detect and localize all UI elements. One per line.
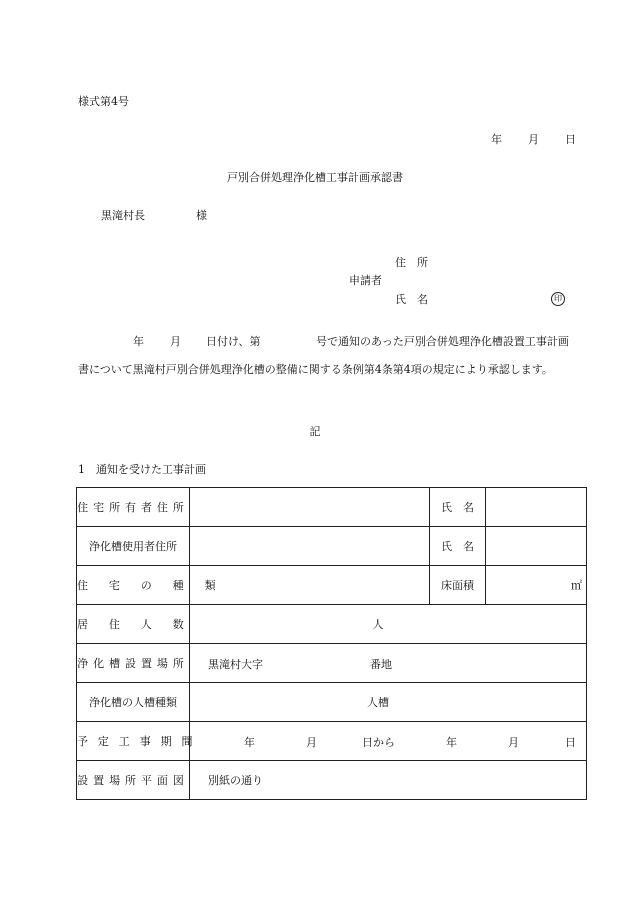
date-year: 年: [491, 133, 502, 146]
addressee-honorific: 様: [196, 209, 207, 222]
table-row: [77, 722, 587, 761]
user-name-label: 氏 名: [430, 527, 486, 566]
addressee-name: 黒滝村長: [101, 209, 145, 222]
applicant-name-label: 氏 名: [395, 293, 428, 306]
village-text: 黒滝村大字: [208, 658, 263, 671]
house-type-label: 住宅の種類: [77, 566, 190, 605]
plan-table: [76, 487, 587, 800]
table-row: [77, 566, 587, 605]
user-address-label: 浄化槽使用者住所: [77, 527, 190, 566]
residents-unit: 人: [190, 605, 587, 644]
floor-area-label: 床面積: [430, 566, 486, 605]
body-month: 月: [170, 335, 181, 348]
owner-address-value: [190, 488, 430, 527]
date-month: 月: [528, 133, 539, 146]
install-location-value: [190, 644, 587, 683]
applicant-address-label: 住 所: [395, 256, 428, 269]
body-paragraph-2: 書について黒滝村戸別合併処理浄化槽の整備に関する条例第4条第4項の規定により承認します。: [78, 363, 553, 376]
table-row: [77, 683, 587, 722]
owner-address-label: 住宅所有者住所: [77, 488, 190, 527]
user-name-value: [486, 527, 587, 566]
floor-plan-value: 別紙の通り: [190, 761, 587, 800]
section-heading: 1 通知を受けた工事計画: [78, 463, 206, 476]
period-start-year: 年: [244, 736, 255, 749]
floor-area-unit: ㎡: [486, 566, 587, 605]
period-end-month: 月: [508, 736, 519, 749]
applicant-label: 申請者: [349, 274, 382, 287]
period-value: [190, 722, 587, 761]
period-start-month: 月: [306, 736, 317, 749]
body-day: 日付け、第: [206, 335, 261, 348]
table-row: [77, 761, 587, 800]
table-row: [77, 605, 587, 644]
table-row: [77, 527, 587, 566]
period-end-day: 日: [565, 736, 576, 749]
period-start-day: 日から: [362, 736, 395, 749]
capacity-unit: 人槽: [190, 683, 587, 722]
table-row: [77, 644, 587, 683]
period-label: 予定工事期間: [77, 722, 190, 761]
owner-name-label: 氏 名: [430, 488, 486, 527]
install-location-label: 浄化槽設置場所: [77, 644, 190, 683]
residents-label: 居住人数: [77, 605, 190, 644]
capacity-label: 浄化槽の人槽種類: [77, 683, 190, 722]
user-address-value: [190, 527, 430, 566]
date-day: 日: [565, 133, 576, 146]
owner-name-value: [486, 488, 587, 527]
seal-mark: 印: [551, 292, 565, 306]
document-title: 戸別合併処理浄化槽工事計画承認書: [227, 171, 403, 184]
form-number: 様式第4号: [78, 95, 129, 108]
floor-plan-label: 設置場所平面図: [77, 761, 190, 800]
body-rest: 号で通知のあった戸別合併処理浄化槽設置工事計画: [316, 335, 569, 348]
period-end-year: 年: [446, 736, 457, 749]
ki-heading: 記: [309, 425, 321, 438]
banchi-text: 番地: [370, 658, 392, 671]
body-year: 年: [133, 335, 144, 348]
table-row: [77, 488, 587, 527]
